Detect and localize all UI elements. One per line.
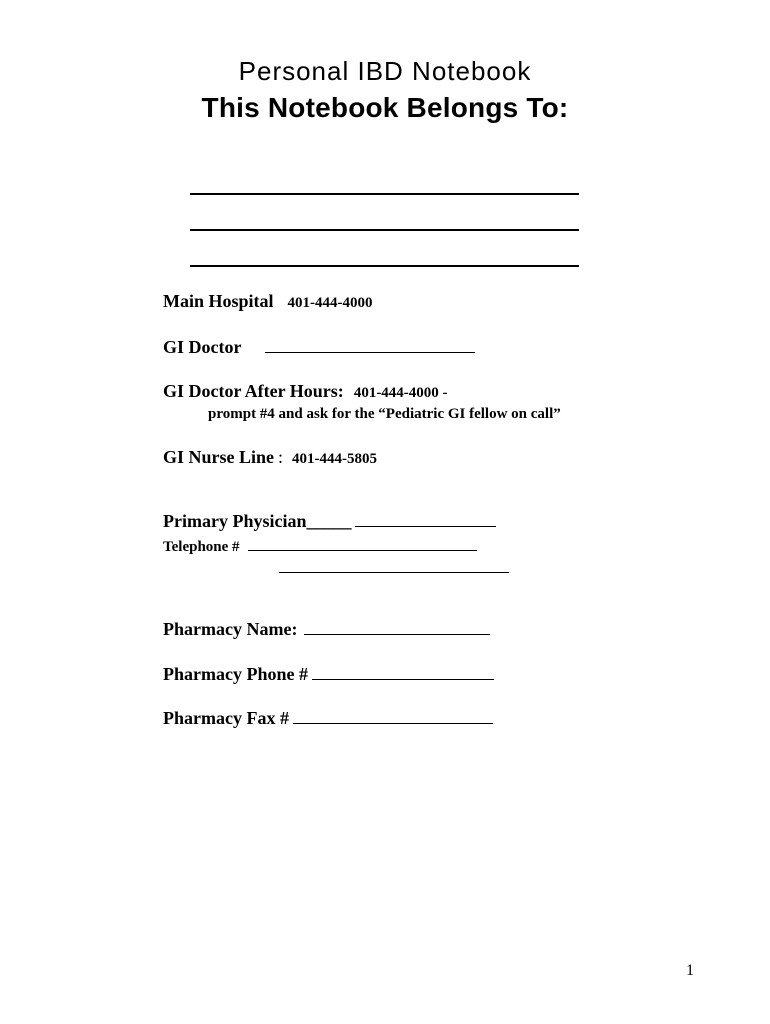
main-hospital-phone: 401-444-4000 — [287, 295, 373, 311]
pharmacy-fax-label: Pharmacy Fax # — [163, 708, 289, 728]
gi-doctor-label: GI Doctor — [163, 337, 242, 357]
document-subtitle: This Notebook Belongs To: — [201, 92, 569, 123]
pharmacy-name-label: Pharmacy Name: — [163, 619, 298, 639]
pharmacy-phone-field[interactable] — [312, 665, 494, 680]
primary-physician-field[interactable] — [355, 512, 496, 527]
page-number: 1 — [686, 962, 694, 979]
telephone-field[interactable] — [248, 536, 477, 551]
owner-name-line-2[interactable] — [190, 229, 579, 231]
gi-nurse-row — [163, 447, 377, 468]
pharmacy-fax-row — [163, 708, 493, 729]
gi-nurse-separator: : — [278, 447, 284, 467]
gi-after-hours-label: GI Doctor After Hours: — [163, 381, 344, 401]
main-hospital-label: Main Hospital — [163, 291, 274, 311]
gi-doctor-row — [163, 337, 475, 358]
gi-after-hours-row — [163, 381, 448, 402]
pharmacy-name-row — [163, 619, 490, 640]
gi-nurse-phone: 401-444-5805 — [292, 451, 378, 467]
pharmacy-name-field[interactable] — [304, 620, 490, 635]
telephone-field-extra[interactable] — [279, 572, 509, 573]
pharmacy-phone-label: Pharmacy Phone # — [163, 664, 308, 684]
main-hospital-row — [163, 291, 373, 312]
owner-name-line-1[interactable] — [190, 193, 579, 195]
gi-doctor-field[interactable] — [265, 338, 475, 353]
pharmacy-fax-field[interactable] — [293, 709, 493, 724]
pharmacy-phone-row — [163, 664, 494, 685]
gi-nurse-label: GI Nurse Line — [163, 447, 275, 467]
telephone-row — [163, 536, 477, 556]
primary-physician-row — [163, 511, 496, 532]
gi-after-hours-phone: 401-444-4000 - — [353, 385, 448, 401]
primary-physician-label: Primary Physician_____ — [163, 511, 352, 531]
telephone-label: Telephone # — [163, 539, 240, 555]
document-title: Personal IBD Notebook — [238, 56, 532, 86]
gi-after-hours-note: prompt #4 and ask for the “Pediatric GI fellow on call” — [208, 406, 561, 422]
owner-name-line-3[interactable] — [190, 265, 579, 267]
